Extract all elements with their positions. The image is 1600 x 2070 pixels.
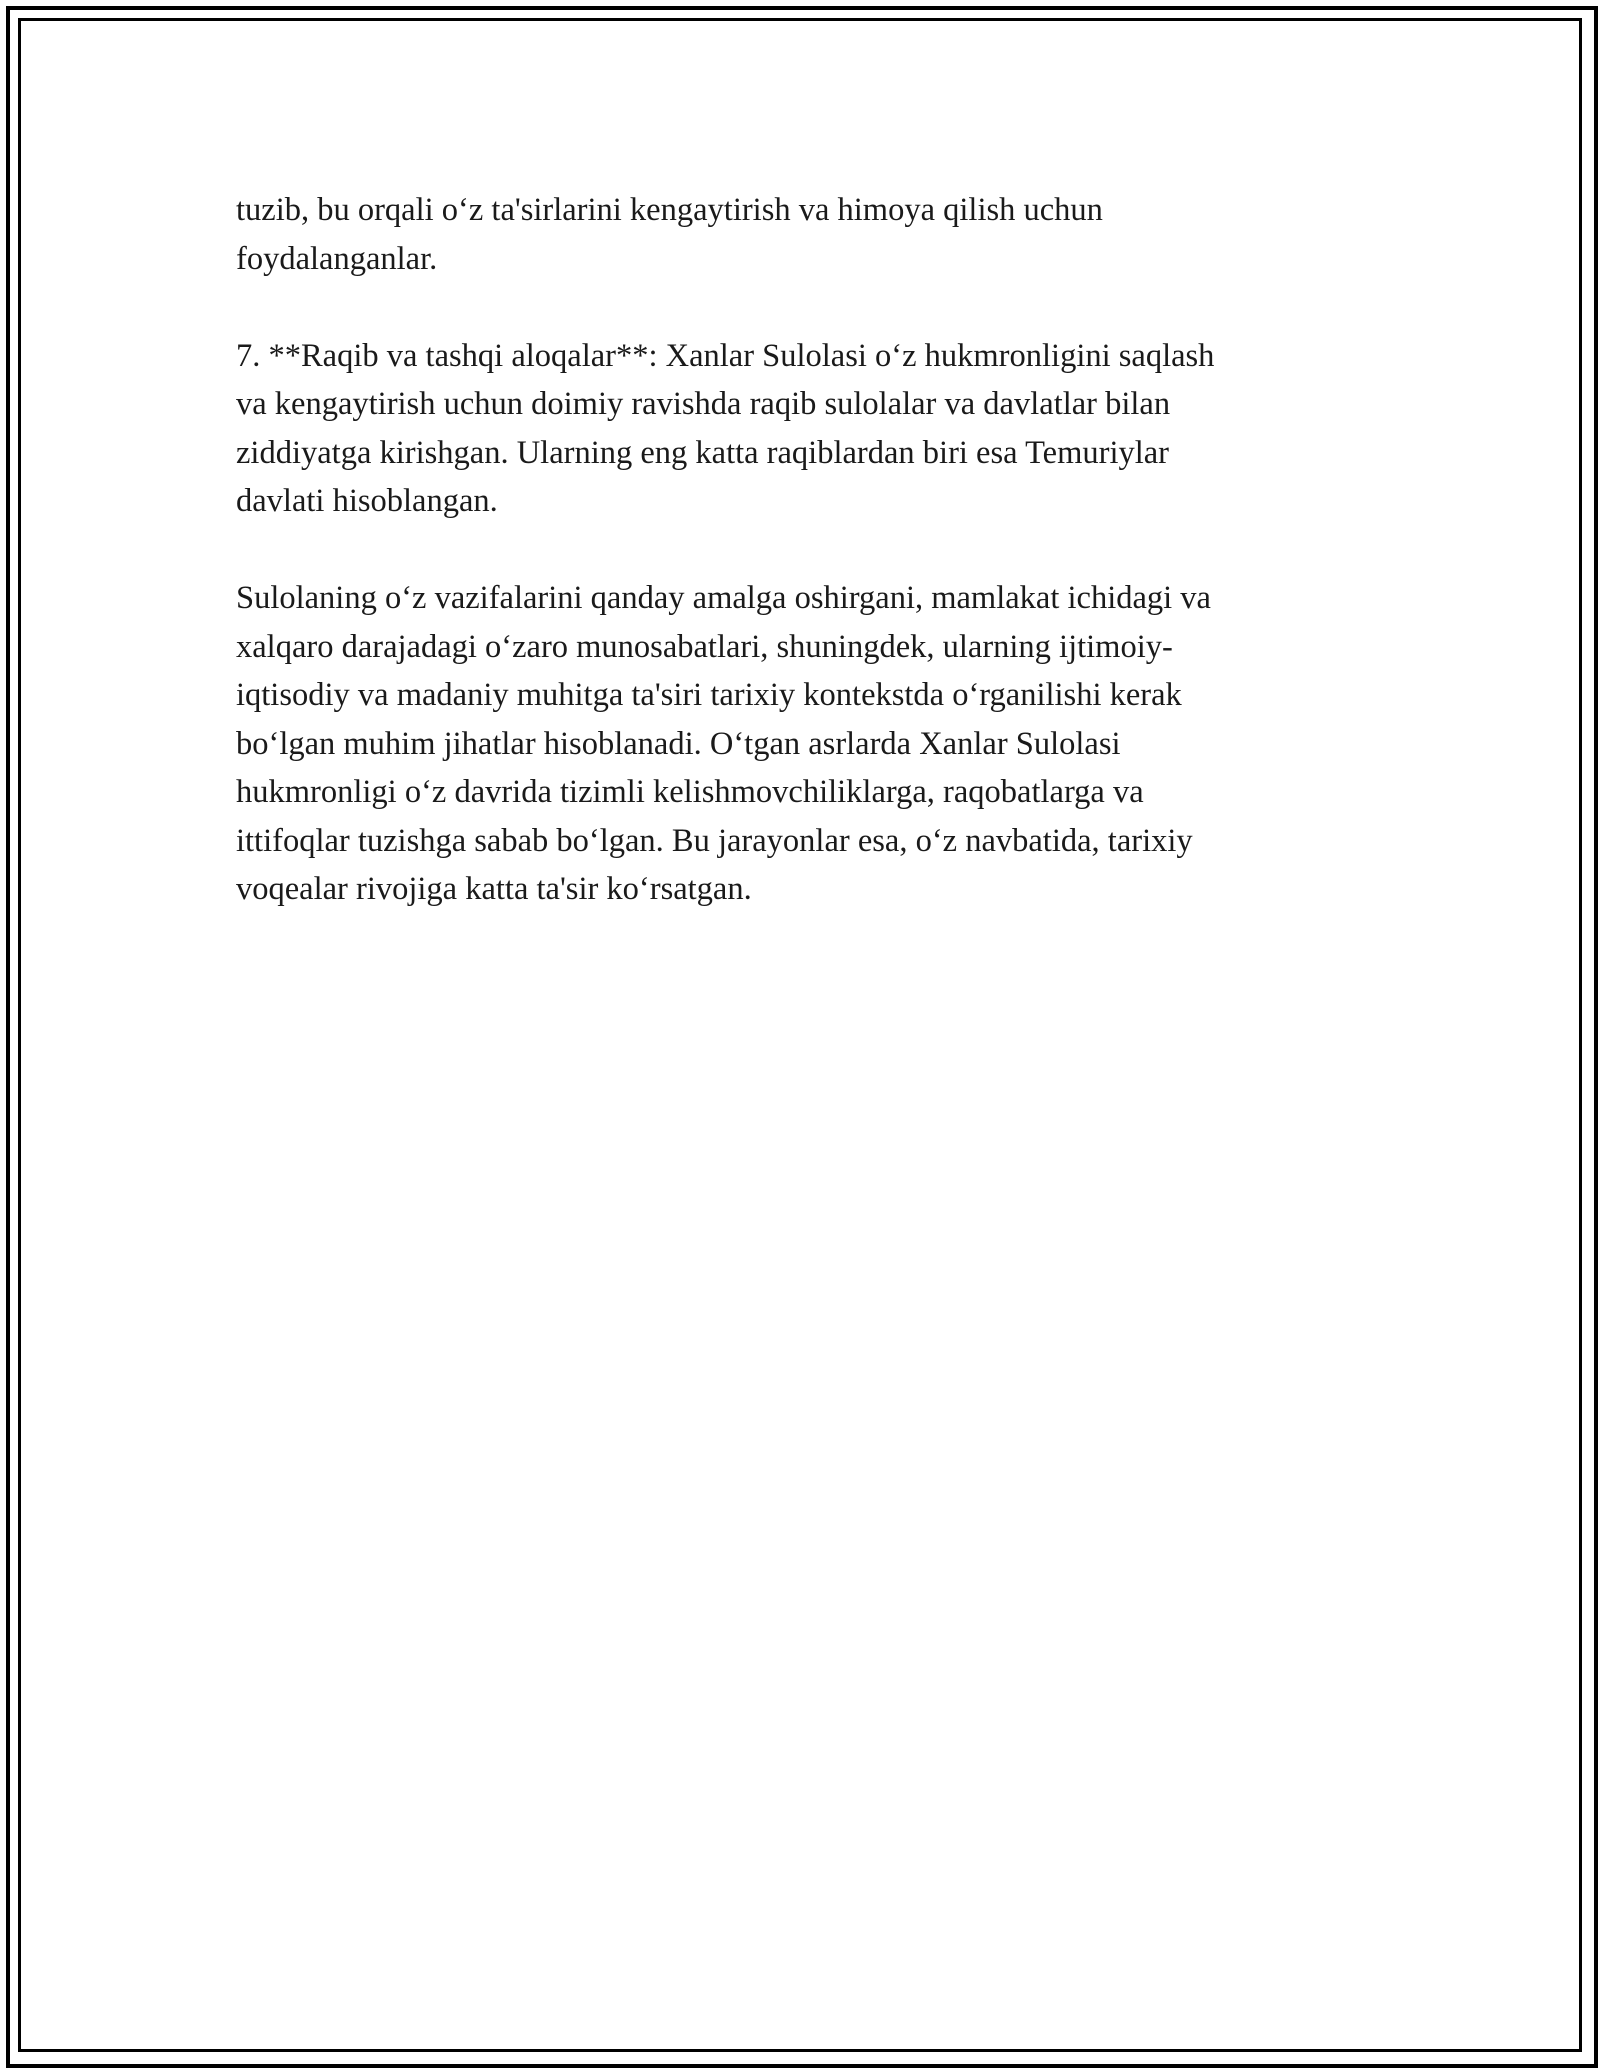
text-line: xalqaro darajadagi o‘zaro munosabatlari, shuningdek, ularning ijtimoiy- — [236, 628, 1173, 665]
text-line: Sulolaning o‘z vazifalarini qanday amalga oshirgani, mamlakat ichidagi va — [236, 580, 1211, 616]
text-line: 7. **Raqib va tashqi aloqalar**: Xanlar Sulolasi o‘z hukmronligini saqlash — [236, 337, 1215, 374]
text-line: ittifoqlar tuzishga sabab bo‘lgan. Bu jarayonlar esa, o‘z navbatida, tarixiy — [236, 822, 1193, 859]
text-line: ziddiyatga kirishgan. Ularning eng katta raqiblardan biri esa Temuriylar — [236, 434, 1169, 471]
text-line: foydalanganlar. — [236, 240, 438, 277]
paragraph-item-7 — [236, 332, 1366, 526]
text-line: hukmronligi o‘z davrida tizimli kelishmovchiliklarga, raqobatlarga va — [236, 774, 1144, 810]
text-line: va kengaytirish uchun doimiy ravishda raqib sulolalar va davlatlar bilan — [236, 386, 1171, 422]
paragraph-continuation — [236, 186, 1366, 283]
paragraph-conclusion — [236, 574, 1366, 914]
document-body — [236, 186, 1366, 962]
text-line: voqealar rivojiga katta ta'sir ko‘rsatgan. — [236, 871, 752, 907]
text-line: davlati hisoblangan. — [236, 483, 498, 519]
text-line: tuzib, bu orqali o‘z ta'sirlarini kengaytirish va himoya qilish uchun — [236, 192, 1103, 228]
text-line: iqtisodiy va madaniy muhitga ta'siri tarixiy kontekstda o‘rganilishi kerak — [236, 677, 1182, 713]
text-line: bo‘lgan muhim jihatlar hisoblanadi. O‘tgan asrlarda Xanlar Sulolasi — [236, 725, 1121, 762]
